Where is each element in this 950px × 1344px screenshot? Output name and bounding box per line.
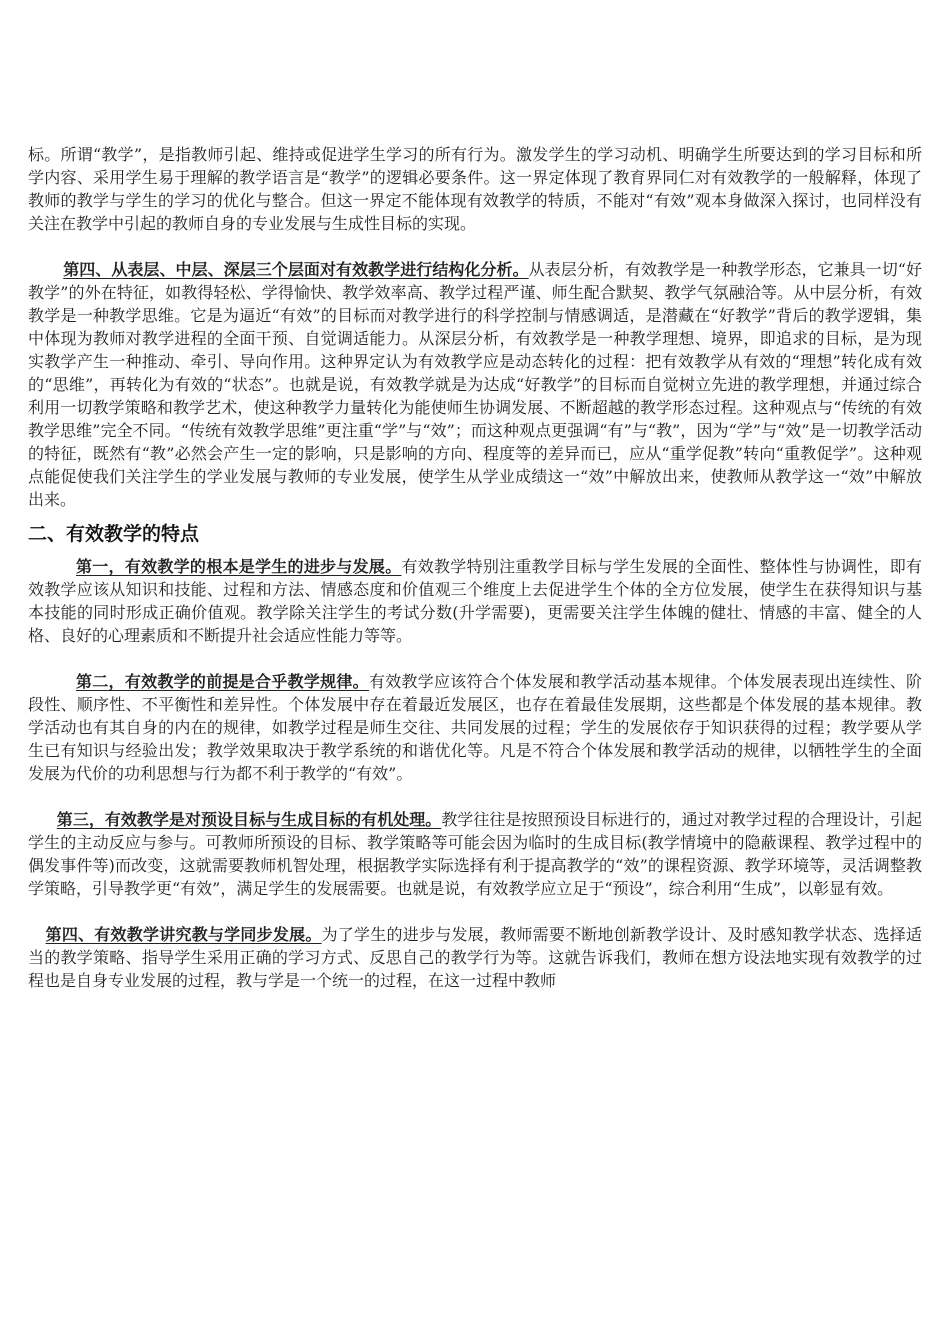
paragraph-heading: 第四、有效教学讲究教与学同步发展。 bbox=[45, 925, 322, 944]
paragraph-heading: 第一，有效教学的根本是学生的进步与发展。 bbox=[76, 557, 402, 576]
section-title: 二、有效教学的特点 bbox=[28, 523, 200, 545]
paragraph-heading: 第四、从表层、中层、深层三个层面对有效教学进行结构化分析。 bbox=[63, 260, 529, 279]
paragraph-gap bbox=[28, 235, 922, 258]
paragraph-feature-2 bbox=[28, 670, 922, 785]
document-body bbox=[28, 143, 922, 992]
paragraph-continued: 标。所谓“教学”，是指教师引起、维持或促进学生学习的所有行为。激发学生的学习动机、明确学生所要达到的学习目标和所学内容、采用学生易于理解的教学语言是“教学”的逻辑必要条件。这一界定体现了教育界同仁对有效教学的一般解释，体现了教师的教学与学生的学习的优化与整合。但这一界定不能体现有效教学的特质，不能对“有效”观本身做深入探讨，也同样没有关注在教学中引起的教师自身的专业发展与生成性目标的实现。 bbox=[28, 145, 922, 233]
paragraph-body: 有效教学特别注重教学目标与学生发展的全面性、整体性与协调性，即有效教学应该从知识和技能、过程和方法、情感态度和价值观三个维度上去促进学生个体的全方位发展，使学生在获得知识与基本技能的同时形成正确价值观。教学除关注学生的考试分数(升学需要)，更需要关注学生体魄的健壮、情感的丰富、健全的人格、良好的心理素质和不断提升社会适应性能力等等。 bbox=[28, 557, 922, 645]
paragraph-feature-3 bbox=[28, 808, 922, 900]
paragraph-heading: 第二，有效教学的前提是合乎教学规律。 bbox=[76, 672, 369, 691]
paragraph-gap bbox=[28, 900, 922, 923]
paragraph-body: 有效教学应该符合个体发展和教学活动基本规律。个体发展表现出连续性、阶段性、顺序性、不平衡性和差异性。个体发展中存在着最近发展区，也存在着最佳发展期，这些都是个体发展的基本规律。教学活动也有其自身的内在的规律，如教学过程是师生交往、共同发展的过程；学生的发展依存于知识获得的过程；教学要从学生已有知识与经验出发；教学效果取决于教学系统的和谐优化等。凡是不符合个体发展和教学活动的规律，以牺牲学生的全面发展为代价的功利思想与行为都不利于教学的“有效”。 bbox=[28, 672, 922, 783]
paragraph-body: 教学往往是按照预设目标进行的，通过对教学过程的合理设计，引起学生的主动反应与参与。可教师所预设的目标、教学策略等可能会因为临时的生成目标(教学情境中的隐蔽课程、教学过程中的偶发事件等)而改变，这就需要教师机智处理，根据教学实际选择有利于提高教学的“效”的课程资源、教学环境等，灵活调整教学策略，引导教学更“有效”，满足学生的发展需要。也就是说，有效教学应立足于“预设”，综合利用“生成”，以彰显有效。 bbox=[28, 810, 922, 898]
paragraph-feature-1 bbox=[28, 555, 922, 647]
paragraph-gap bbox=[28, 785, 922, 808]
paragraph-body: 从表层分析，有效教学是一种教学形态，它兼具一切“好教学”的外在特征，如教得轻松、学得愉快、教学效率高、教学过程严谨、师生配合默契、教学气氛融洽等。从中层分析，有效教学是一种教学思维。它是为逼近“有效”的目标而对教学进行的科学控制与情感调适，是潜藏在“好教学”背后的教学逻辑，集中体现为教师对教学进程的全面干预、自觉调适能力。从深层分析，有效教学是一种教学理想、境界，即追求的目标，是为现实教学产生一种推动、牵引、导向作用。这种界定认为有效教学应是动态转化的过程：把有效教学从有效的“理想”转化成有效的“思维”，再转化为有效的“状态”。也就是说，有效教学就是为达成“好教学”的目标而自觉树立先进的教学理想，并通过综合利用一切教学策略和教学艺术，使这种教学力量转化为能使师生协调发展、不断超越的教学形态过程。这种观点与“传统的有效教学思维”完全不同。“传统有效教学思维”更注重“学”与“效”；而这种观点更强调“有”与“教”，因为“学”与“效”是一切教学活动的特征，既然有“教”必然会产生一定的影响，只是影响的方向、程度等的差异而已，应从“重学促教”转向“重教促学”。这种观点能促使我们关注学生的学业发展与教师的专业发展，使学生从学业成绩这一“效”中解放出来，使教师从教学这一“效”中解放出来。 bbox=[28, 260, 922, 509]
paragraph-gap bbox=[28, 647, 922, 670]
paragraph-structural-analysis bbox=[28, 258, 922, 511]
paragraph-feature-4 bbox=[28, 923, 922, 992]
paragraph-heading: 第三，有效教学是对预设目标与生成目标的有机处理。 bbox=[56, 810, 442, 829]
paragraph-body: 为了学生的进步与发展，教师需要不断地创新教学设计、及时感知教学状态、选择适当的教学策略、指导学生采用正确的学习方式、反思自己的教学行为等。这就告诉我们，教师在想方设法地实现有效教学的过程也是自身专业发展的过程，教与学是一个统一的过程，在这一过程中教师 bbox=[28, 925, 922, 990]
